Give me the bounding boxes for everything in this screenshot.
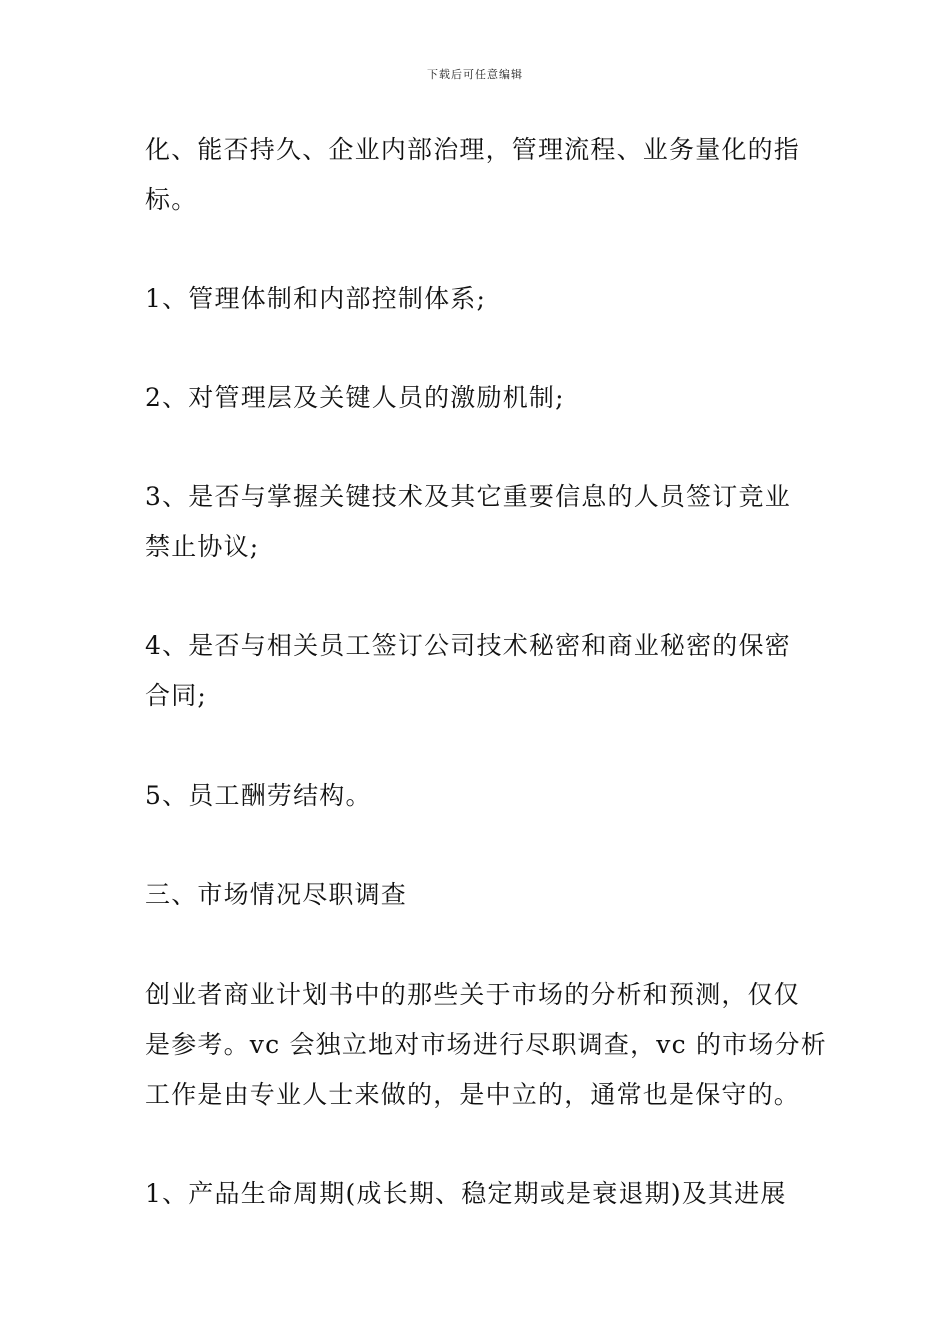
list-item: 4、是否与相关员工签订公司技术秘密和商业秘密的保密 (145, 631, 791, 660)
paragraph-line: 工作是由专业人士来做的，是中立的，通常也是保守的。 (145, 1080, 801, 1109)
paragraph-line: 化、能否持久、企业内部治理，管理流程、业务量化的指 (145, 135, 801, 164)
list-item: 5、员工酬劳结构。 (145, 781, 372, 810)
header-note: 下载后可任意编辑 (427, 68, 523, 81)
paragraph-line: 创业者商业计划书中的那些关于市场的分析和预测，仅仅 (145, 980, 801, 1009)
list-item: 2、对管理层及关键人员的激励机制; (145, 383, 565, 412)
list-item: 3、是否与掌握关键技术及其它重要信息的人员签订竞业 (145, 482, 791, 511)
paragraph-line: 标。 (145, 185, 198, 214)
list-item: 1、产品生命周期(成长期、稳定期或是衰退期)及其进展 (145, 1179, 787, 1208)
list-item: 1、管理体制和内部控制体系; (145, 284, 487, 313)
section-heading: 三、市场情况尽职调查 (145, 880, 408, 909)
paragraph-line: 合同; (145, 681, 208, 710)
paragraph-line: 禁止协议; (145, 532, 260, 561)
paragraph-line: 是参考。vc 会独立地对市场进行尽职调查，vc 的市场分析 (145, 1030, 827, 1059)
